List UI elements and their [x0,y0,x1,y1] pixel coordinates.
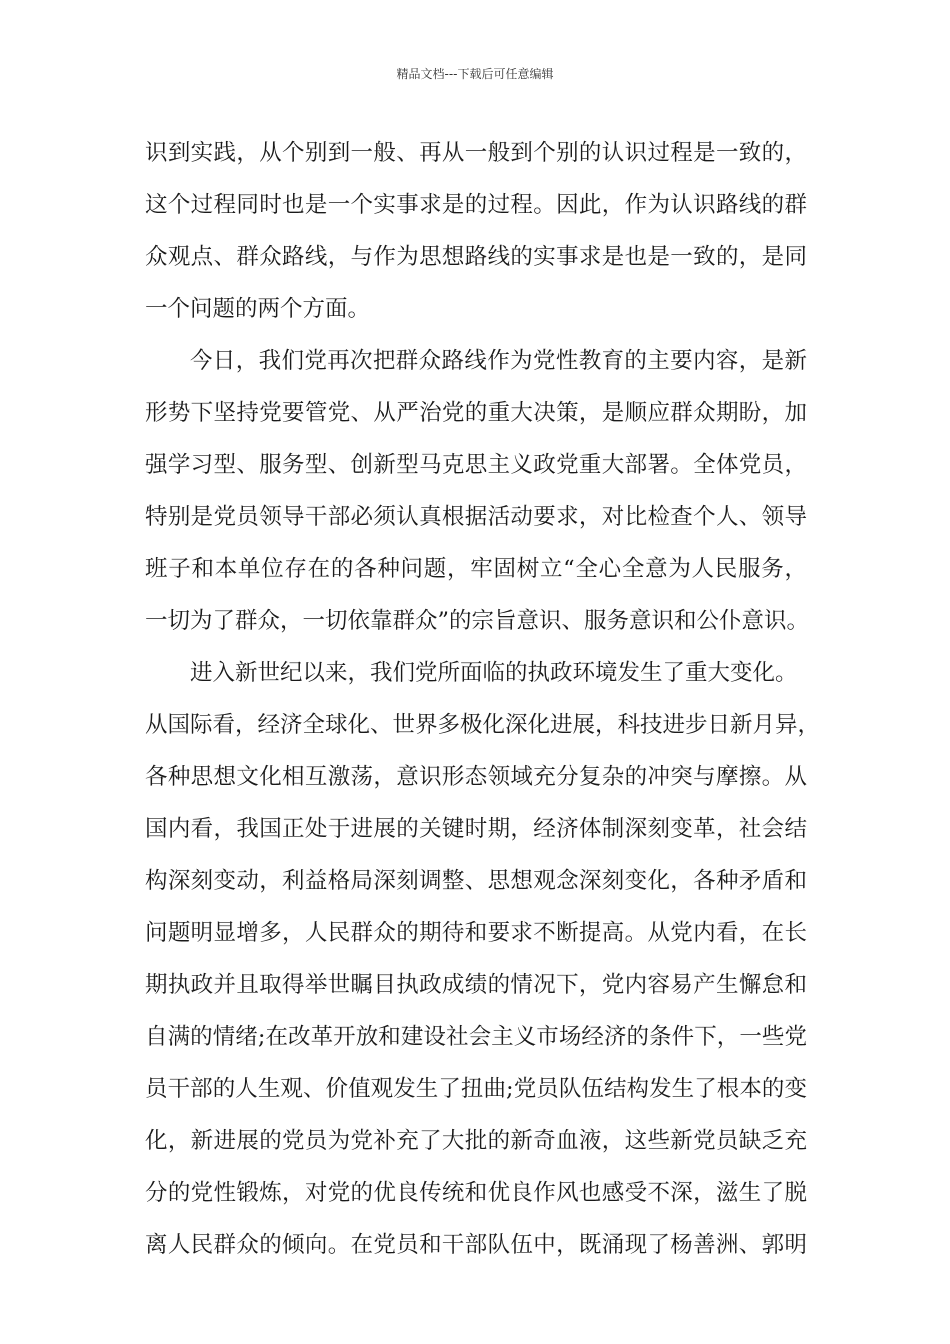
text-line: 分的党性锻炼，对党的优良传统和优良作风也感受不深，滋生了脱 [145,1180,807,1206]
text-line: 今日，我们党再次把群众路线作为党性教育的主要内容，是新 [190,348,807,374]
text-line: 员干部的人生观、价值观发生了扭曲;党员队伍结构发生了根本的变 [145,1076,807,1102]
text-line: 自满的情绪;在改革开放和建设社会主义市场经济的条件下，一些党 [145,1024,807,1050]
text-line: 一切为了群众，一切依靠群众”的宗旨意识、服务意识和公仆意识。 [145,608,810,634]
text-line: 这个过程同时也是一个实事求是的过程。因此，作为认识路线的群 [145,192,807,218]
text-line: 从国际看，经济全球化、世界多极化深化进展，科技进步日新月异， [145,712,821,738]
text-line: 构深刻变动，利益格局深刻调整、思想观念深刻变化，各种矛盾和 [145,868,807,894]
paragraph-3 [145,647,821,1271]
document-body [145,127,821,1271]
text-line: 进入新世纪以来，我们党所面临的执政环境发生了重大变化。 [190,660,798,686]
text-line: 特别是党员领导干部必须认真根据活动要求，对比检查个人、领导 [145,504,807,530]
text-line: 众观点、群众路线，与作为思想路线的实事求是也是一致的，是同 [145,244,807,270]
text-line: 一个问题的两个方面。 [145,296,371,322]
text-line: 问题明显增多，人民群众的期待和要求不断提高。从党内看，在长 [145,920,807,946]
paragraph-2 [145,335,810,647]
text-line: 班子和本单位存在的各种问题，牢固树立“全心全意为人民服务， [145,556,807,582]
text-line: 国内看，我国正处于进展的关键时期，经济体制深刻变革，社会结 [145,816,807,842]
text-line: 化，新进展的党员为党补充了大批的新奇血液，这些新党员缺乏充 [145,1128,807,1154]
paragraph-1 [145,127,807,335]
document-header: 精品文档---下载后可任意编辑 [396,67,554,81]
text-line: 形势下坚持党要管党、从严治党的重大决策，是顺应群众期盼，加 [145,400,807,426]
text-line: 期执政并且取得举世瞩目执政成绩的情况下，党内容易产生懈怠和 [145,972,807,998]
text-line: 识到实践，从个别到一般、再从一般到个别的认识过程是一致的， [145,140,807,166]
text-line: 离人民群众的倾向。在党员和干部队伍中，既涌现了杨善洲、郭明 [145,1232,807,1258]
text-line: 强学习型、服务型、创新型马克思主义政党重大部署。全体党员， [145,452,807,478]
text-line: 各种思想文化相互激荡，意识形态领域充分复杂的冲突与摩擦。从 [145,764,807,790]
